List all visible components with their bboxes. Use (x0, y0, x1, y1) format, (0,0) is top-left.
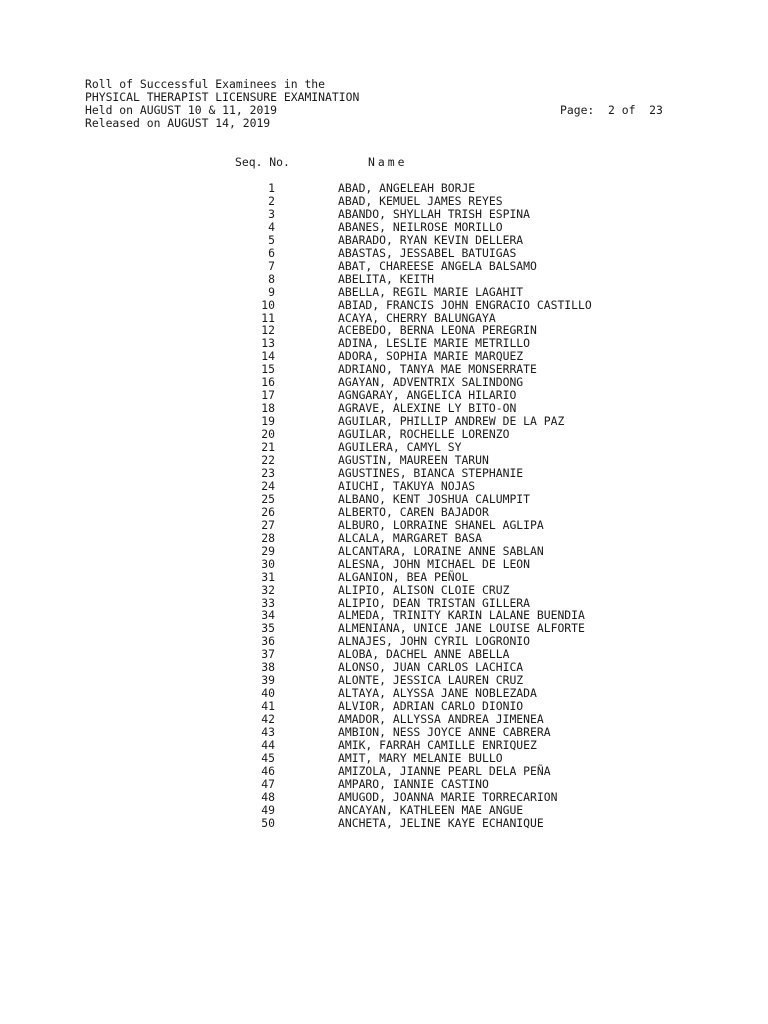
seq-number: 42 (261, 712, 275, 727)
examinee-name: ALIPIO, ALISON CLOIE CRUZ (338, 582, 510, 597)
examinee-name: ANCAYAN, KATHLEEN MAE ANGUE (338, 802, 524, 817)
seq-number: 31 (261, 569, 275, 584)
examinee-name: AMIK, FARRAH CAMILLE ENRIQUEZ (338, 737, 537, 752)
examinee-name: AMUGOD, JOANNA MARIE TORRECARION (338, 789, 558, 804)
list-item (230, 558, 730, 571)
examinee-name: ABELLA, REGIL MARIE LAGAHIT (338, 284, 524, 299)
seq-number: 15 (261, 362, 275, 377)
examinee-name: AGNGARAY, ANGELICA HILARIO (338, 388, 517, 403)
examinee-name: ABELITA, KEITH (338, 271, 435, 286)
examinee-name: AMPARO, IANNIE CASTINO (338, 776, 489, 791)
examinee-name: ALCANTARA, LORAINE ANNE SABLAN (338, 543, 544, 558)
seq-number: 45 (261, 750, 275, 765)
seq-number: 44 (261, 737, 275, 752)
list-item (230, 286, 730, 299)
examinee-name: AGUILERA, CAMYL SY (338, 440, 462, 455)
examinee-name: AMBION, NESS JOYCE ANNE CABRERA (338, 725, 551, 740)
examinee-name: AGUSTINES, BIANCA STEPHANIE (338, 465, 524, 480)
examinee-name: AIUCHI, TAKUYA NOJAS (338, 478, 476, 493)
seq-number: 10 (261, 297, 275, 312)
seq-number: 40 (261, 686, 275, 701)
seq-number: 29 (261, 543, 275, 558)
seq-number: 26 (261, 504, 275, 519)
seq-number: 46 (261, 763, 275, 778)
list-item (230, 739, 730, 752)
examinee-name: ADINA, LESLIE MARIE METRILLO (338, 336, 531, 351)
examinee-name: ALNAJES, JOHN CYRIL LOGRONIO (338, 634, 531, 649)
examinee-name: AGUILAR, PHILLIP ANDREW DE LA PAZ (338, 414, 565, 429)
list-item (230, 778, 730, 791)
seq-number: 25 (261, 491, 275, 506)
list-item (230, 752, 730, 765)
list-item (230, 571, 730, 584)
list-item (230, 817, 730, 830)
list-item (230, 765, 730, 778)
list-item (230, 195, 730, 208)
examinee-name: ABANES, NEILROSE MORILLO (338, 219, 503, 234)
seq-number: 35 (261, 621, 275, 636)
examinee-name: ADORA, SOPHIA MARIE MARQUEZ (338, 349, 524, 364)
seq-number: 24 (261, 478, 275, 493)
seq-number: 30 (261, 556, 275, 571)
examinee-name: ALCALA, MARGARET BASA (338, 530, 483, 545)
seq-number: 13 (261, 336, 275, 351)
seq-number: 37 (261, 647, 275, 662)
seq-number: 5 (268, 232, 275, 247)
examinee-name: ACEBEDO, BERNA LEONA PEREGRIN (338, 323, 537, 338)
seq-number: 43 (261, 725, 275, 740)
examinee-name: ACAYA, CHERRY BALUNGAYA (338, 310, 496, 325)
seq-number: 32 (261, 582, 275, 597)
examinee-name: AMADOR, ALLYSSA ANDREA JIMENEA (338, 712, 544, 727)
examinee-name: ABARADO, RYAN KEVIN DELLERA (338, 232, 524, 247)
list-item (230, 234, 730, 247)
seq-number: 3 (268, 206, 275, 221)
seq-number: 18 (261, 401, 275, 416)
seq-number: 9 (268, 284, 275, 299)
examinee-name: ALMENIANA, UNICE JANE LOUISE ALFORTE (338, 621, 585, 636)
examinee-name: ALBURO, LORRAINE SHANEL AGLIPA (338, 517, 544, 532)
seq-number: 7 (268, 258, 275, 273)
examinee-name: ALONSO, JUAN CARLOS LACHICA (338, 660, 524, 675)
seq-number: 41 (261, 699, 275, 714)
list-item (230, 260, 730, 273)
list-item (230, 208, 730, 221)
list-item (230, 247, 730, 260)
seq-number: 17 (261, 388, 275, 403)
examinee-name: ANCHETA, JELINE KAYE ECHANIQUE (338, 815, 544, 830)
examinee-name: AGUSTIN, MAUREEN TARUN (338, 453, 489, 468)
seq-number: 20 (261, 427, 275, 442)
examinee-list (230, 182, 730, 830)
seq-number: 2 (268, 193, 275, 208)
seq-number: 19 (261, 414, 275, 429)
list-item (230, 804, 730, 817)
examinee-name: ALBANO, KENT JOSHUA CALUMPIT (338, 491, 531, 506)
seq-number: 33 (261, 595, 275, 610)
page-indicator: Page: 2 of 23 (560, 103, 663, 117)
seq-number: 34 (261, 608, 275, 623)
seq-number: 47 (261, 776, 275, 791)
examinee-name: ALMEDA, TRINITY KARIN LALANE BUENDIA (338, 608, 585, 623)
examinee-name: ADRIANO, TANYA MAE MONSERRATE (338, 362, 537, 377)
list-item (230, 299, 730, 312)
examinee-name: ALOBA, DACHEL ANNE ABELLA (338, 647, 510, 662)
seq-number: 23 (261, 465, 275, 480)
examinee-name: ALGANION, BEA PEÑOL (338, 569, 469, 584)
seq-number: 14 (261, 349, 275, 364)
seq-number: 22 (261, 453, 275, 468)
seq-number: 6 (268, 245, 275, 260)
examinee-name: AGUILAR, ROCHELLE LORENZO (338, 427, 510, 442)
list-item (230, 532, 730, 545)
header-exam-name: PHYSICAL THERAPIST LICENSURE EXAMINATION (85, 90, 360, 104)
header-release-date: Released on AUGUST 14, 2019 (85, 116, 271, 130)
list-item (230, 584, 730, 597)
header-held-date: Held on AUGUST 10 & 11, 2019 (85, 103, 278, 117)
list-item (230, 493, 730, 506)
examinee-name: ABAD, KEMUEL JAMES REYES (338, 193, 503, 208)
examinee-name: ALONTE, JESSICA LAUREN CRUZ (338, 673, 524, 688)
examinee-name: ALTAYA, ALYSSA JANE NOBLEZADA (338, 686, 537, 701)
list-item (230, 519, 730, 532)
list-item (230, 506, 730, 519)
examinee-name: AGRAVE, ALEXINE LY BITO-ON (338, 401, 517, 416)
list-item (230, 480, 730, 493)
examinee-name: ABAT, CHAREESE ANGELA BALSAMO (338, 258, 537, 273)
seq-number: 28 (261, 530, 275, 545)
list-item (230, 221, 730, 234)
examinee-name: AMIZOLA, JIANNE PEARL DELA PEÑA (338, 763, 551, 778)
list-item (230, 273, 730, 286)
examinee-name: ALVIOR, ADRIAN CARLO DIONIO (338, 699, 524, 714)
examinee-name: ABASTAS, JESSABEL BATUIGAS (338, 245, 517, 260)
seq-number: 27 (261, 517, 275, 532)
seq-number: 11 (261, 310, 275, 325)
column-header-seq: Seq. No. (235, 155, 290, 169)
seq-number: 1 (268, 181, 275, 195)
seq-number: 21 (261, 440, 275, 455)
seq-number: 38 (261, 660, 275, 675)
seq-number: 39 (261, 673, 275, 688)
list-item (230, 428, 730, 441)
seq-number: 8 (268, 271, 275, 286)
seq-number: 36 (261, 634, 275, 649)
seq-number: 12 (261, 323, 275, 338)
seq-number: 16 (261, 375, 275, 390)
examinee-name: AGAYAN, ADVENTRIX SALINDONG (338, 375, 524, 390)
examinee-name: ALIPIO, DEAN TRISTAN GILLERA (338, 595, 531, 610)
list-item (230, 467, 730, 480)
seq-number: 48 (261, 789, 275, 804)
examinee-name: ALBERTO, CAREN BAJADOR (338, 504, 489, 519)
examinee-name: AMIT, MARY MELANIE BULLO (338, 750, 503, 765)
seq-number: 49 (261, 802, 275, 817)
examinee-name: ALESNA, JOHN MICHAEL DE LEON (338, 556, 531, 571)
list-item (230, 182, 730, 195)
examinee-name: ABANDO, SHYLLAH TRISH ESPINA (338, 206, 531, 221)
column-header-name: Name (368, 155, 408, 169)
examinee-name: ABAD, ANGELEAH BORJE (338, 181, 476, 195)
list-item (230, 545, 730, 558)
list-item (230, 791, 730, 804)
header-title-line: Roll of Successful Examinees in the (85, 77, 326, 91)
examinee-name: ABIAD, FRANCIS JOHN ENGRACIO CASTILLO (338, 297, 592, 312)
seq-number: 50 (261, 815, 275, 830)
seq-number: 4 (268, 219, 275, 234)
